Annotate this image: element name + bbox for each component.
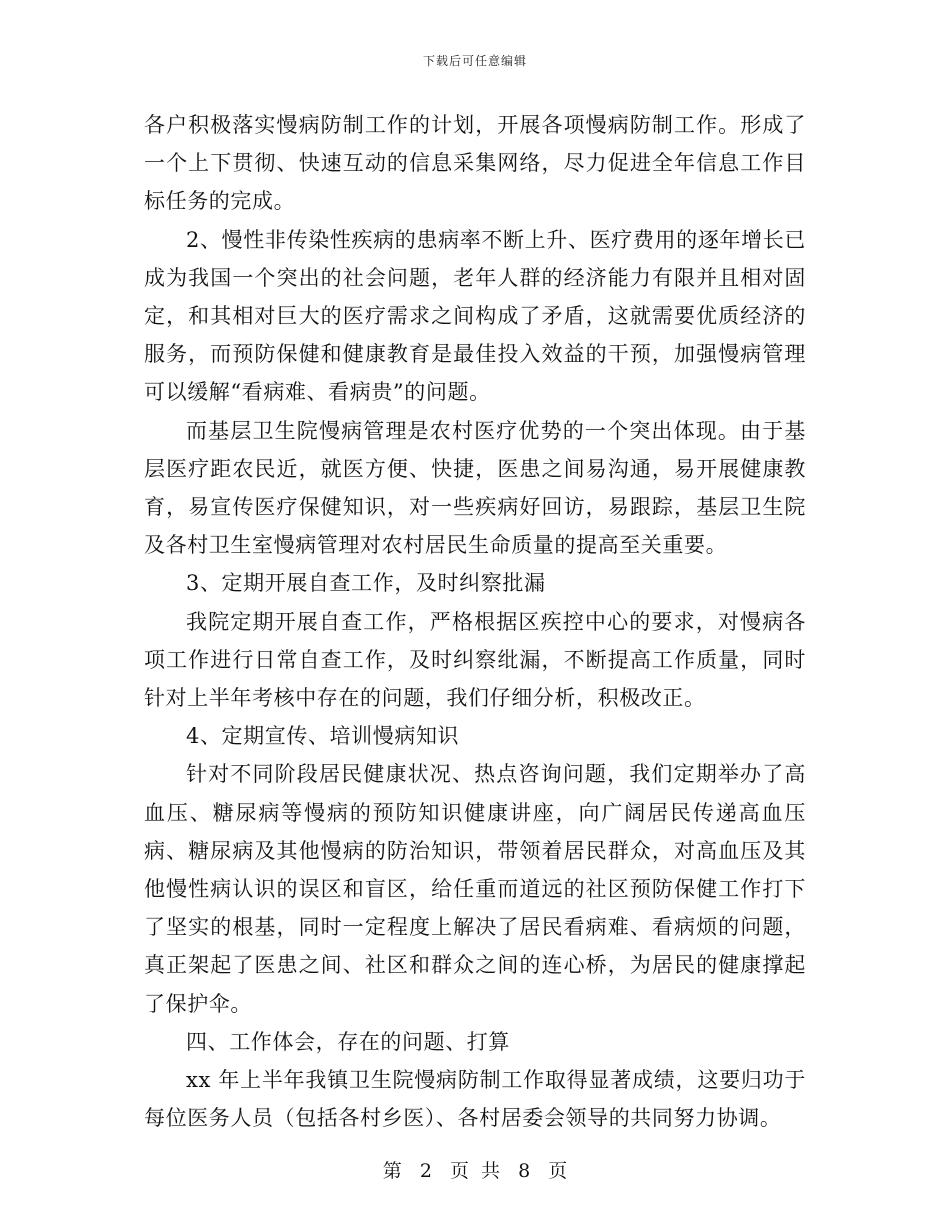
footer-page-number: 2 [419,1160,432,1182]
paragraph-grassroots: 而基层卫生院慢病管理是农村医疗优势的一个突出体现。由于基层医疗距农民近，就医方便、快捷，医患之间易沟通，易开展健康教育，易宣传医疗保健知识，对一些疾病好回访，易跟踪，基层卫生院及各村卫生室慢病管理对农村居民生命质量的提高至关重要。 [144,418,806,558]
page-footer [0,1156,950,1183]
document-body [144,106,806,1137]
paragraph-continuation: 各户积极落实慢病防制工作的计划，开展各项慢病防制工作。形成了一个上下贯彻、快速互动的信息采集网络，尽力促进全年信息工作目标任务的完成。 [144,113,806,214]
paragraph-item-2: 2、慢性非传染性疾病的患病率不断上升、医疗费用的逐年增长已成为我国一个突出的社会问题，老年人群的经济能力有限并且相对固定，和其相对巨大的医疗需求之间构成了矛盾，这就需要优质经济的服务，而预防保健和健康教育是最佳投入效益的干预，加强慢病管理可以缓解“看病难、看病贵”的问题。 [144,227,806,405]
paragraph-summary: xx 年上半年我镇卫生院慢病防制工作取得显著成绩，这要归功于每位医务人员（包括各村乡医）、各村居委会领导的共同努力协调。 [144,1068,806,1131]
footer-suffix: 页 [548,1160,568,1182]
heading-item-3: 3、定期开展自查工作，及时纠察批漏 [186,571,546,596]
paragraph-self-inspection: 我院定期开展自查工作，严格根据区疾控中心的要求，对慢病各项工作进行日常自查工作，及时纠察纰漏，不断提高工作质量，同时针对上半年考核中存在的问题，我们仔细分析，积极改正。 [144,609,806,711]
footer-middle: 页 共 [449,1160,501,1182]
footer-total-pages: 8 [518,1160,531,1182]
heading-section-4: 四、工作体会，存在的问题、打算 [186,1029,510,1054]
paragraph-education: 针对不同阶段居民健康状况、热点咨询问题，我们定期举办了高血压、糖尿病等慢病的预防知识健康讲座，向广阔居民传递高血压病、糖尿病及其他慢病的防治知识，带领着居民群众，对高血压及其他慢性病认识的误区和盲区，给任重而道远的社区预防保健工作打下了坚实的根基，同时一定程度上解决了居民看病难、看病烦的问题，真正架起了医患之间、社区和群众之间的连心桥，为居民的健康撑起了保护伞。 [144,762,806,1016]
heading-item-4: 4、定期宣传、培训慢病知识 [186,724,460,749]
page-header: 下载后可任意编辑 [422,54,527,68]
footer-prefix: 第 [382,1160,402,1182]
